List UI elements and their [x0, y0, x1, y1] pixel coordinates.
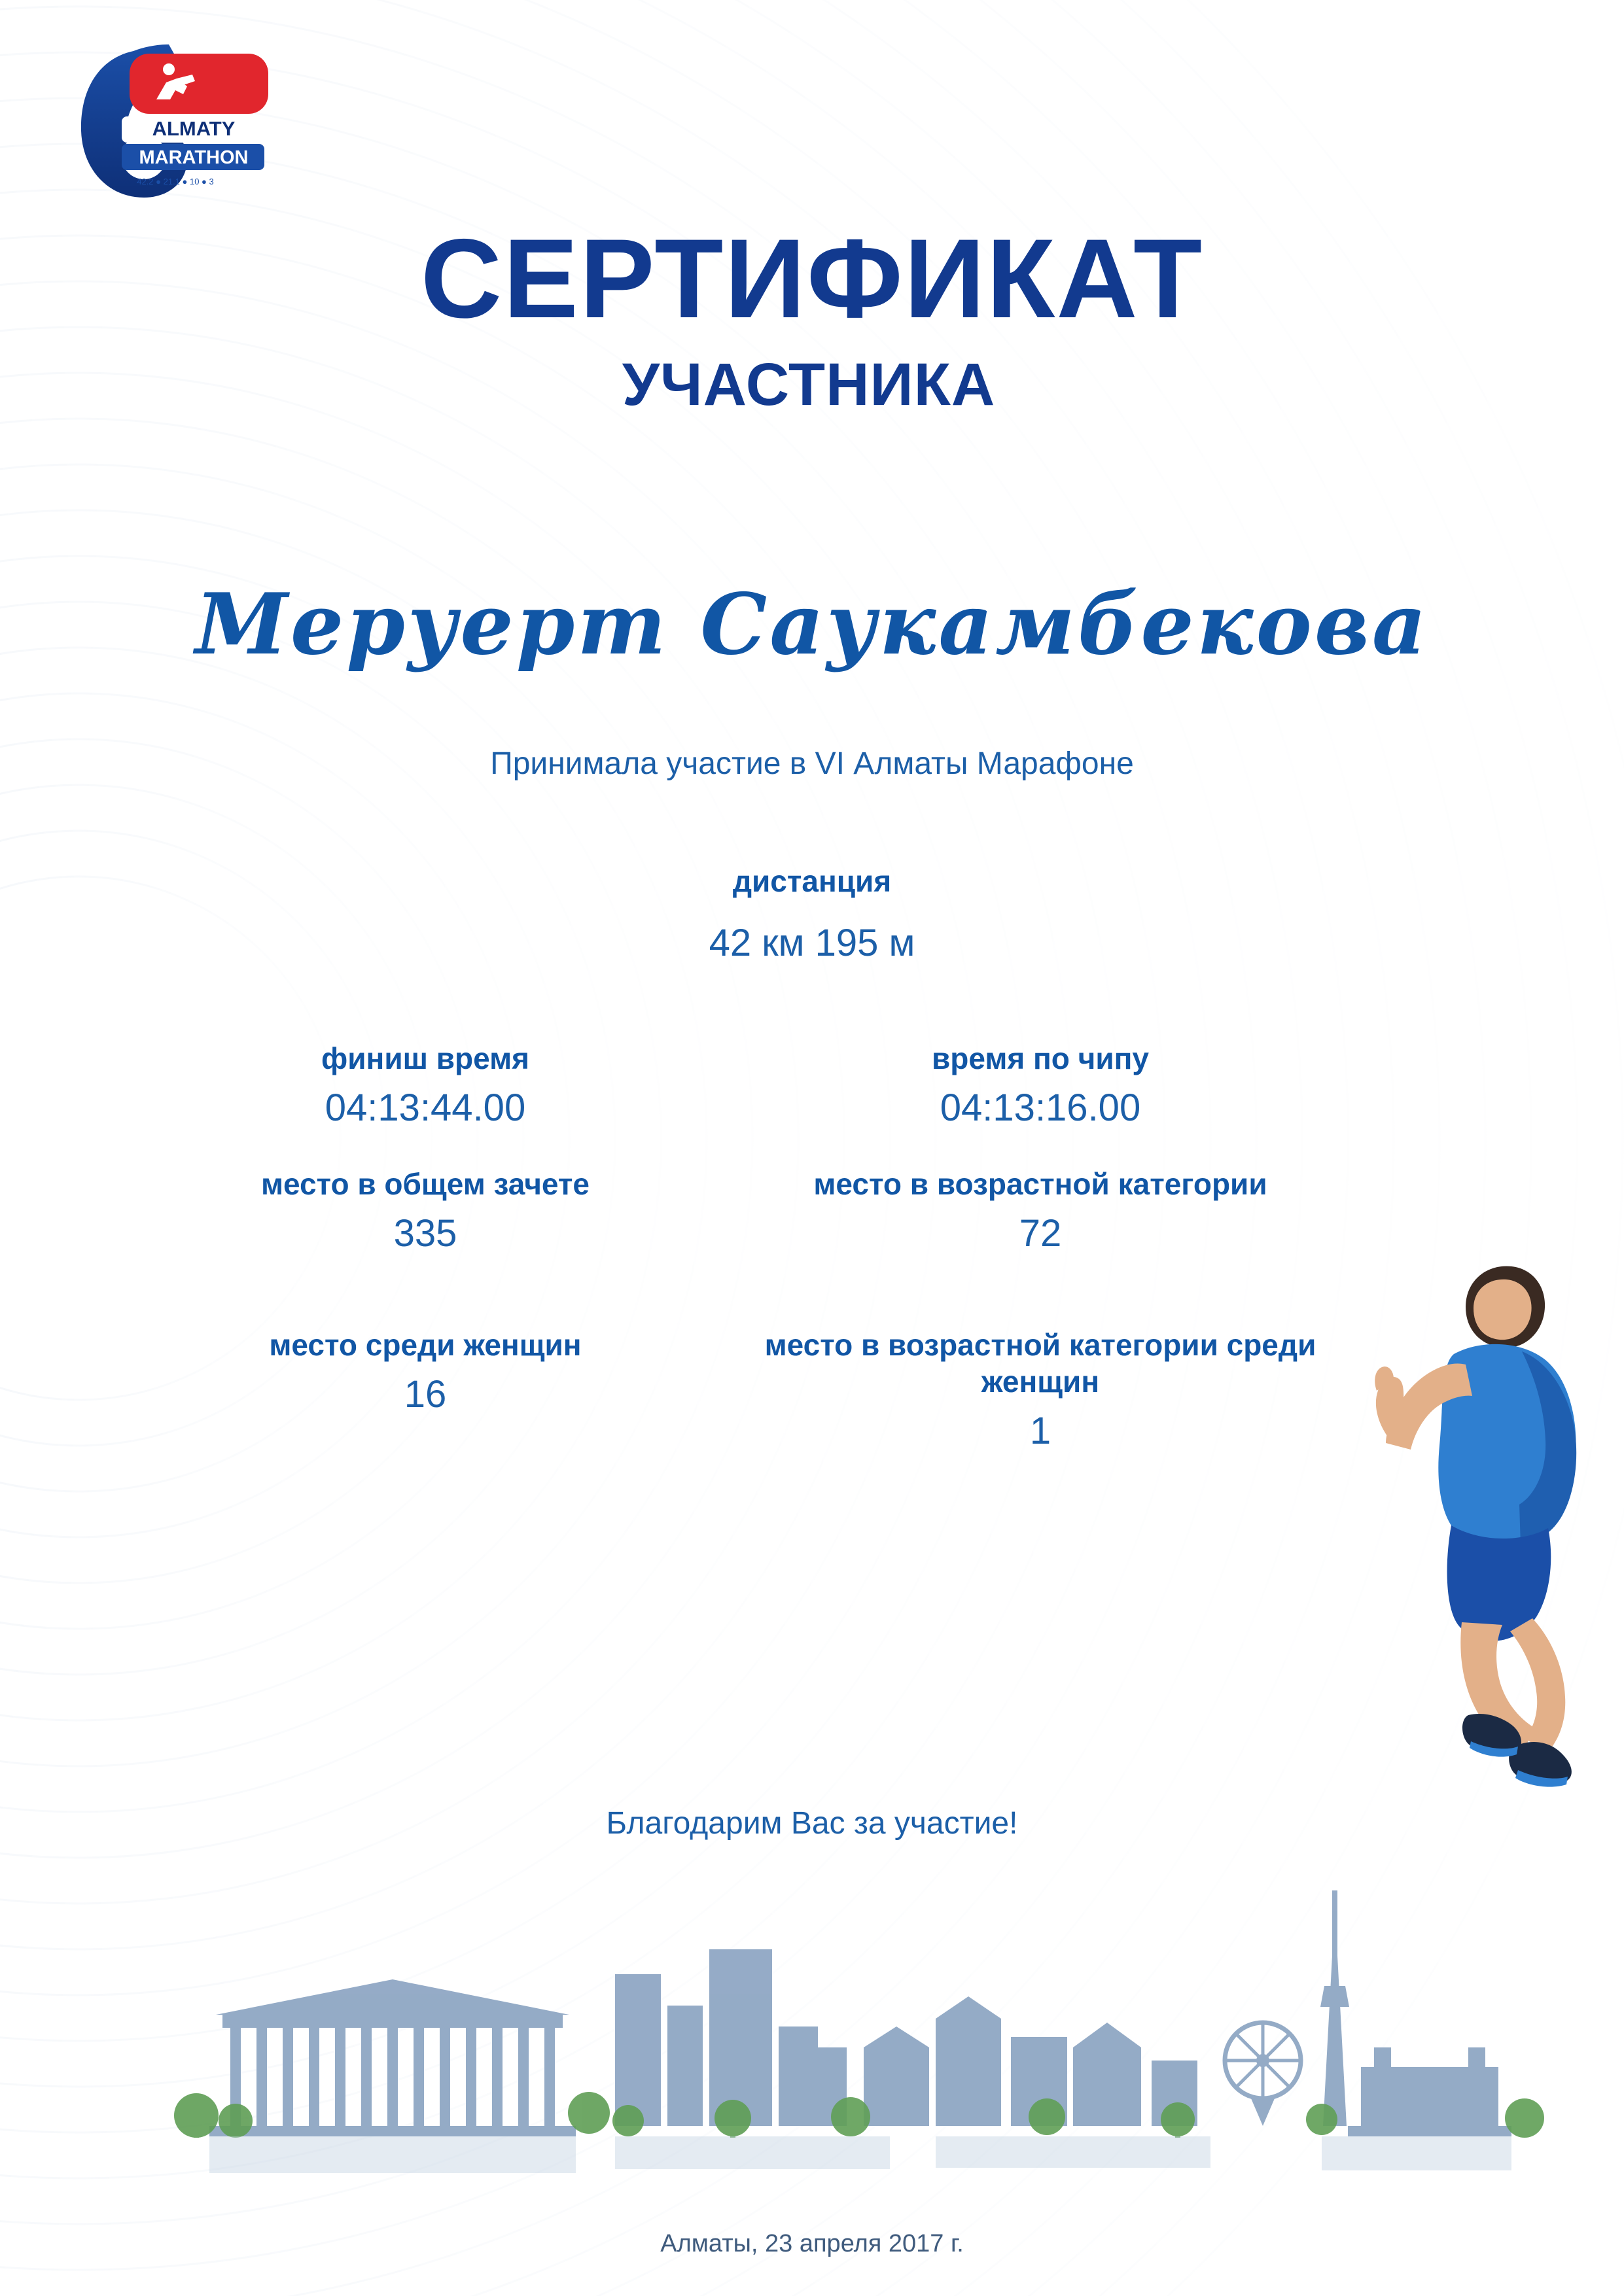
distance-label: дистанция [732, 864, 892, 898]
page-title: СЕРТИФИКАТ [420, 216, 1204, 341]
result-value: 1 [1029, 1410, 1051, 1453]
logo-brand-top: ALMATY [152, 117, 236, 140]
result-age-category-place [733, 1166, 1348, 1255]
result-value: 72 [1019, 1212, 1062, 1255]
result-value: 335 [393, 1212, 457, 1255]
results-row [118, 1166, 1348, 1255]
logo-brand-bottom: MARATHON [139, 147, 249, 168]
results-row [118, 1327, 1348, 1452]
result-label: время по чипу [931, 1041, 1150, 1075]
result-women-place [118, 1327, 733, 1452]
thanks-message: Благодарим Вас за участие! [606, 1806, 1018, 1841]
result-label: место в возрастной категории [813, 1166, 1267, 1201]
result-overall-place [118, 1166, 733, 1255]
participant-name: Меруерт Саукамбекова [195, 576, 1429, 674]
result-women-age-category-place [733, 1327, 1348, 1452]
result-label: место в общем зачете [260, 1166, 590, 1201]
almaty-skyline-illustration [0, 1851, 1624, 2191]
logo-distances: 42.2 ● 21.1 ● 10 ● 3 [137, 177, 214, 186]
result-value: 04:13:44.00 [325, 1087, 526, 1130]
result-chip-time [733, 1040, 1348, 1129]
results-grid [118, 1040, 1348, 1489]
footer-place-date: Алматы, 23 апреля 2017 г. [660, 2230, 964, 2257]
result-label: место в возрастной категории среди женщин [764, 1327, 1316, 1399]
result-value: 04:13:16.00 [940, 1087, 1141, 1130]
participation-line: Принимала участие в VI Алматы Марафоне [490, 746, 1134, 781]
result-label: финиш время [321, 1041, 529, 1075]
result-finish-time [118, 1040, 733, 1129]
result-value: 16 [404, 1372, 447, 1416]
result-label: место среди женщин [269, 1327, 582, 1362]
almaty-marathon-logo [71, 39, 280, 235]
page-subtitle: УЧАСТНИКА [622, 351, 996, 418]
distance-value: 42 км 195 м [709, 922, 915, 964]
runner-photo [1258, 1230, 1624, 1792]
title-block [0, 216, 1624, 419]
results-row [118, 1040, 1348, 1129]
